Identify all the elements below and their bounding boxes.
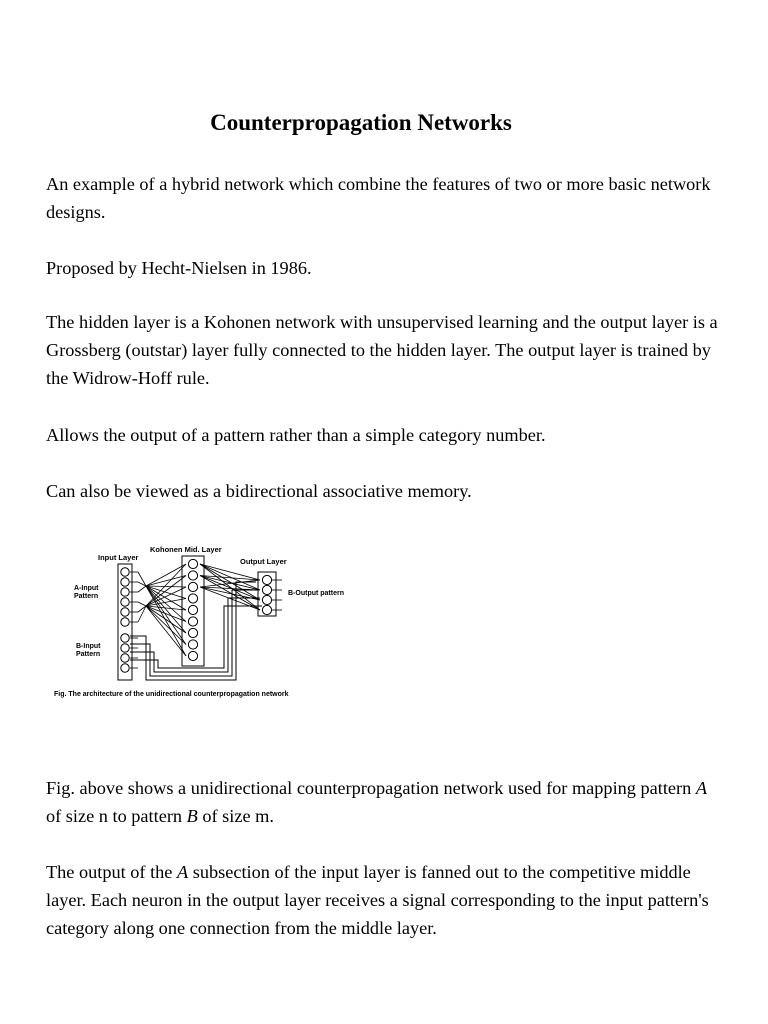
label-b-output: B-Output pattern xyxy=(288,590,344,597)
connection-line xyxy=(146,586,186,645)
paragraph-proposed: Proposed by Hecht-Nielsen in 1986. xyxy=(46,258,312,278)
label-output-layer: Output Layer xyxy=(240,557,287,566)
paragraph-fig-above xyxy=(46,774,726,830)
text-span: of size n to pattern xyxy=(46,806,187,827)
paragraph-output-a xyxy=(46,858,726,943)
label-a-input-2: Pattern xyxy=(74,593,99,600)
input-neuron xyxy=(121,598,129,606)
neuron-nodes xyxy=(121,559,272,672)
connection-line xyxy=(138,586,146,592)
paragraph-hidden-layer: The hidden layer is a Kohonen network with unsupervised learning and the output layer is a Grossberg (outstar) layer fully connected to the hidden layer. The output layer is trained by the Widrow-Hoff rule. xyxy=(46,312,718,389)
input-neuron xyxy=(121,568,129,576)
output-neuron xyxy=(262,575,271,584)
kohonen-neuron xyxy=(188,617,197,626)
input-neuron xyxy=(121,654,129,662)
figure-caption: Fig. The architecture of the unidirectional counterpropagation network xyxy=(54,691,289,698)
kohonen-neuron xyxy=(188,571,197,580)
label-b-input-1: B-Input xyxy=(76,643,101,650)
paragraph-bam: Can also be viewed as a bidirectional associative memory. xyxy=(46,481,472,501)
input-neuron xyxy=(121,644,129,652)
text-span: The output of the xyxy=(46,862,177,882)
connection-line xyxy=(146,564,186,586)
connection-line xyxy=(138,606,146,622)
connection-line xyxy=(146,606,186,645)
label-a-input-1: A-Input xyxy=(74,585,99,592)
output-neuron xyxy=(262,605,271,614)
page-title: Counterpropagation Networks xyxy=(210,110,512,135)
variable-a: A xyxy=(177,862,189,882)
variable-b: B xyxy=(186,806,198,827)
kohonen-neuron xyxy=(188,594,197,603)
label-kohonen-layer: Kohonen Mid. Layer xyxy=(150,545,222,554)
paragraph-hybrid: An example of a hybrid network which combine the features of two or more basic network designs. xyxy=(46,174,711,223)
input-neuron xyxy=(121,608,129,616)
input-neuron xyxy=(121,588,129,596)
input-neuron xyxy=(121,578,129,586)
kohonen-neuron xyxy=(188,559,197,568)
text-span: Fig. above shows a unidirectional counterpropagation network used for mapping pattern xyxy=(46,778,696,798)
label-input-layer: Input Layer xyxy=(98,553,139,562)
kohonen-neuron xyxy=(188,640,197,649)
architecture-figure xyxy=(46,540,406,710)
input-neuron xyxy=(121,664,129,672)
connection-line xyxy=(146,576,186,607)
input-neuron xyxy=(121,618,129,626)
paragraph-output-pattern: Allows the output of a pattern rather than a simple category number. xyxy=(46,425,546,445)
text-span: of size m. xyxy=(197,806,274,827)
text-span: subsection of the input layer is fanned out to the competitive middle layer. Each neuron in the output layer receives a signal corresponding to the input pattern's category along one connection from the middle layer. xyxy=(46,862,709,939)
kohonen-neuron xyxy=(188,651,197,660)
output-neuron xyxy=(262,595,271,604)
input-neuron xyxy=(121,634,129,642)
connection-line xyxy=(200,564,260,610)
connection-line xyxy=(146,586,186,587)
label-b-input-2: Pattern xyxy=(76,651,101,658)
variable-a: A xyxy=(695,778,708,798)
connection-line xyxy=(146,586,186,622)
connection-line xyxy=(138,602,146,606)
output-neuron xyxy=(262,585,271,594)
kohonen-neuron xyxy=(188,605,197,614)
kohonen-neuron xyxy=(188,628,197,637)
kohonen-neuron xyxy=(188,582,197,591)
network-diagram xyxy=(46,540,406,710)
